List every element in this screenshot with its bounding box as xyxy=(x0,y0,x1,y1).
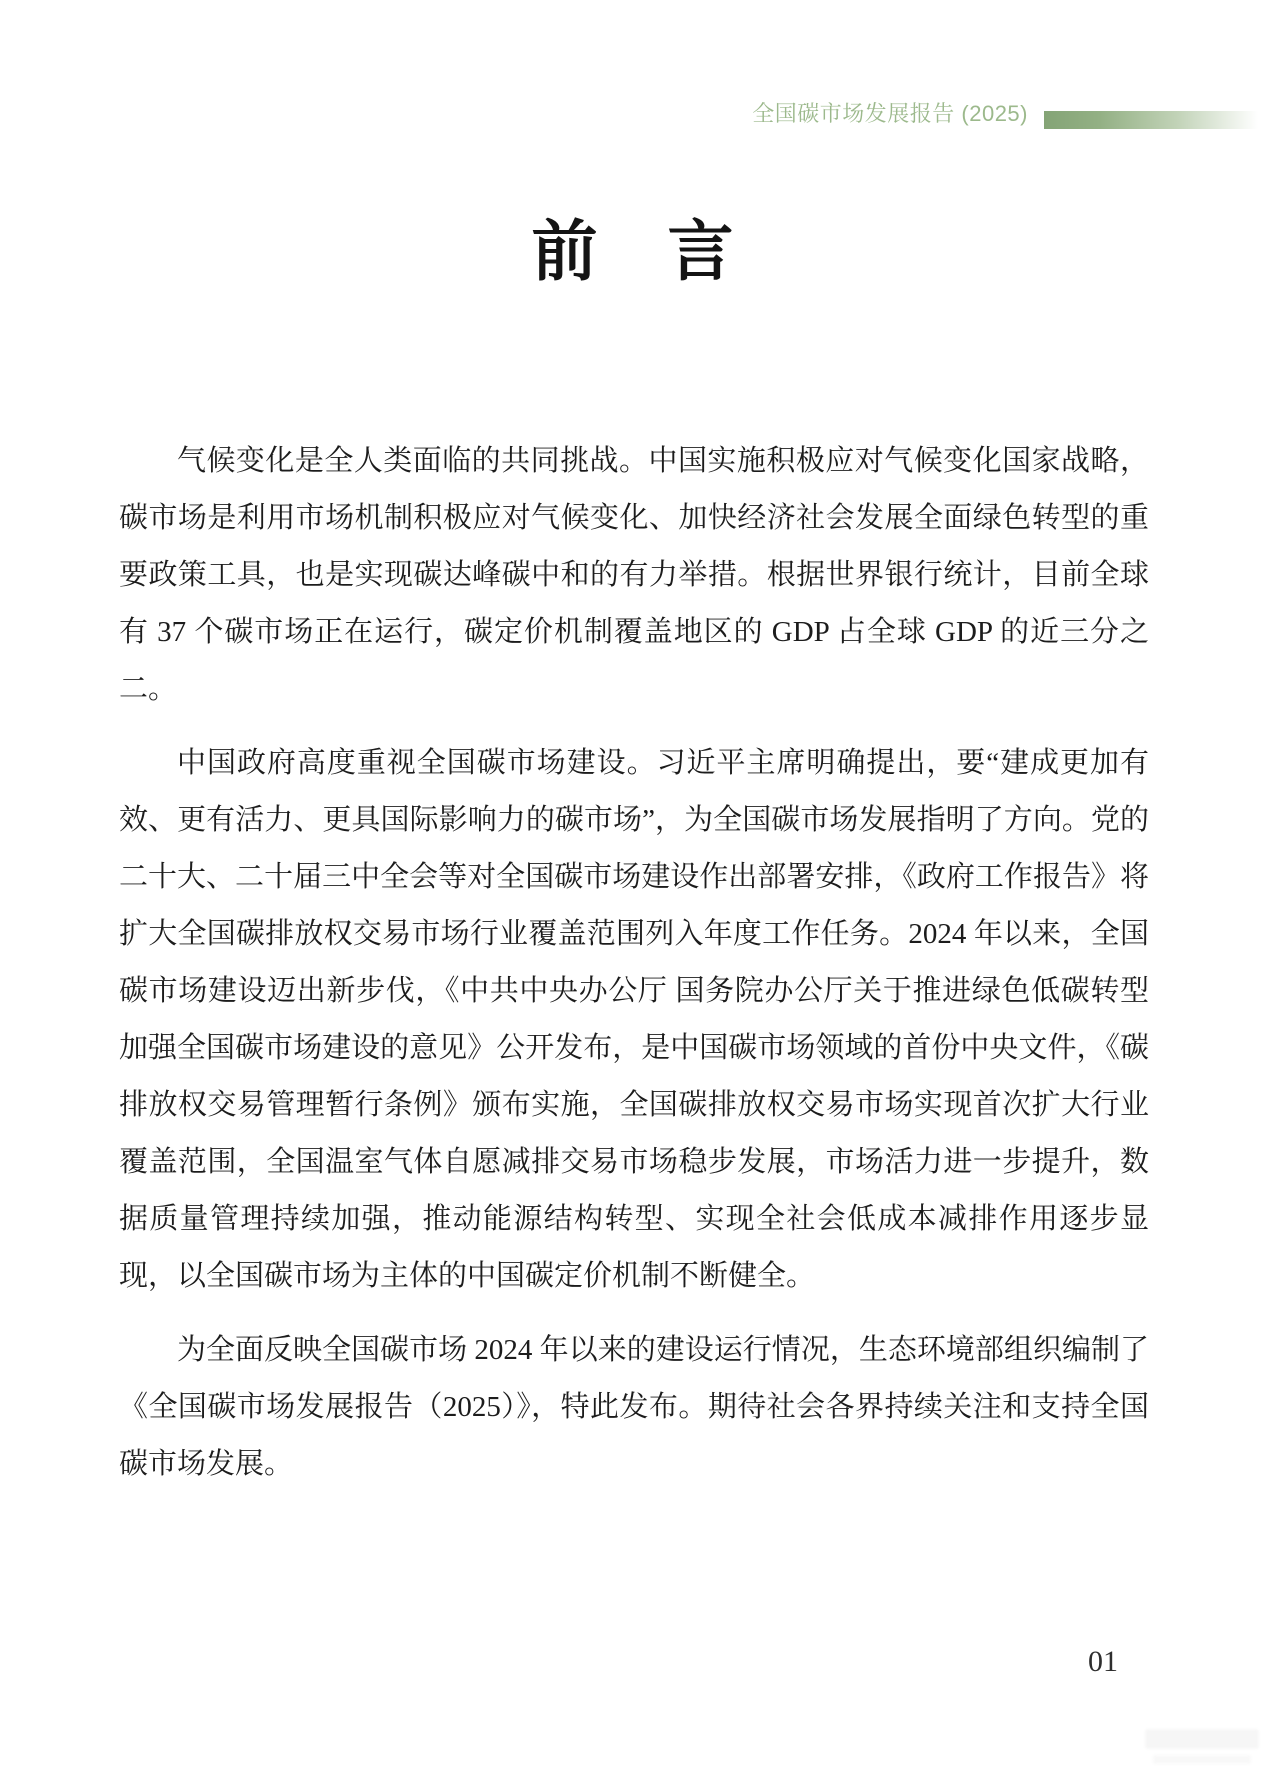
watermark-row-1 xyxy=(1145,1729,1259,1749)
watermark xyxy=(1145,1729,1259,1764)
running-head-title: 全国碳市场发展报告 (2025) xyxy=(752,101,1028,126)
paragraph-government-emphasis: 中国政府高度重视全国碳市场建设。习近平主席明确提出，要“建成更加有效、更有活力、更具国际影响力的碳市场”，为全国碳市场发展指明了方向。党的二十大、二十届三中全会等对全国碳市场建设作出部署安排，《政府工作报告》将扩大全国碳排放权交易市场行业覆盖范围列入年度工作任务。2024 年以来，全国碳市场建设迈出新步伐，《中共中央办公厅 国务院办公厅关于推进绿色低碳转型 加强全国碳市场建设的意见》公开发布，是中国碳市场领域的首份中央文件，《碳排放权交易管理暂行条例》颁布实施，全国碳排放权交易市场实现首次扩大行业覆盖范围，全国温室气体自愿减排交易市场稳步发展，市场活力进一步提升，数据质量管理持续加强，推动能源结构转型、实现全社会低成本减排作用逐步显现，以全国碳市场为主体的中国碳定价机制不断健全。 xyxy=(119,747,1149,1292)
page-title: 前 言 xyxy=(531,216,736,289)
document-body xyxy=(119,433,1149,1510)
page-number: 01 xyxy=(1088,1645,1118,1678)
header-gradient-bar xyxy=(1044,111,1267,129)
paragraph-climate-challenge: 气候变化是全人类面临的共同挑战。中国实施积极应对气候变化国家战略，碳市场是利用市场机制积极应对气候变化、加快经济社会发展全面绿色转型的重要政策工具，也是实现碳达峰碳中和的有力举措。根据世界银行统计，目前全球有 37 个碳市场正在运行，碳定价机制覆盖地区的 GDP 占全球 GDP 的近三分之二。 xyxy=(119,445,1149,705)
paragraph-report-purpose: 为全面反映全国碳市场 2024 年以来的建设运行情况，生态环境部组织编制了《全国碳市场发展报告（2025）》，特此发布。期待社会各界持续关注和支持全国碳市场发展。 xyxy=(119,1334,1149,1480)
page-header xyxy=(0,98,1267,130)
watermark-row-2 xyxy=(1153,1755,1251,1764)
